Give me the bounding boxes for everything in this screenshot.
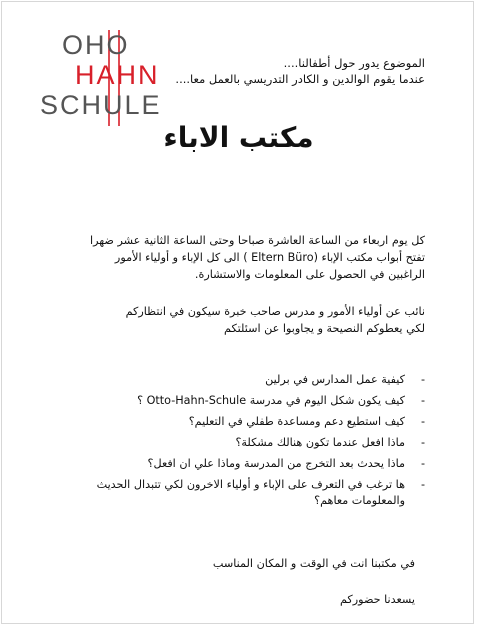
dash-bullet-icon: -: [420, 436, 425, 449]
intro-text: [135, 55, 425, 87]
list-item-text: كيف استطيع دعم ومساعدة طفلي في التعليم؟: [188, 415, 405, 428]
logo-line-2: HAHN: [75, 60, 160, 90]
advisors-paragraph: [45, 303, 425, 337]
dash-bullet-icon: -: [420, 373, 425, 386]
paragraph2-line-1: نائب عن أولياء الأمور و مدرس صاحب خبرة سيكون في انتظاركم: [125, 305, 425, 318]
list-item-text: ماذا يحدث بعد التخرج من المدرسة وماذا علي ان افعل؟: [147, 457, 405, 470]
intro-line-1: الموضوع يدور حول أطفالنا....: [283, 56, 425, 70]
list-item-text: كيفية عمل المدارس في برلين: [265, 373, 405, 386]
closing-line-2: يسعدنا حضوركم: [339, 593, 415, 606]
logo-line-3: SCHULE: [40, 90, 162, 120]
list-item: [65, 435, 425, 451]
closing-line-1: في مكتبنا انت في الوقت و المكان المناسب: [212, 557, 415, 570]
list-item-text: كيف يكون شكل اليوم في مدرسة Otto-Hahn-Schule ؟: [137, 394, 405, 407]
page-title: مكتب الاباء: [163, 121, 314, 154]
list-item: [65, 477, 425, 509]
list-item: [65, 393, 425, 409]
topics-list: [65, 372, 425, 514]
paragraph1-line-2: تفتح أبواب مكتب الإباء (Eltern Büro ) الى كل الإباء و أولياء الأمور: [114, 251, 425, 264]
dash-bullet-icon: -: [420, 415, 425, 428]
paragraph1-line-1: كل يوم اربعاء من الساعة العاشرة صباحا وحتى الساعة الثانية عشر ضهرا: [89, 234, 425, 247]
intro-line-2: عندما يقوم الوالدين و الكادر التدريسي بالعمل معا....: [175, 72, 425, 86]
logo-line-1: OHO: [62, 30, 130, 60]
paragraph1-line-3: الراغبين في الحصول على المعلومات والاستشارة.: [194, 268, 425, 281]
dash-bullet-icon: -: [420, 457, 425, 470]
dash-bullet-icon: -: [420, 394, 425, 407]
list-item: [65, 414, 425, 430]
dash-bullet-icon: -: [420, 478, 425, 491]
list-item-text: ماذا افعل عندما تكون هنالك مشكلة؟: [235, 436, 405, 449]
opening-hours-paragraph: [45, 232, 425, 283]
list-item-text: ها ترغب في التعرف على الإباء و أولياء الاخرون لكي تتبدال الحديث والمعلومات معاهم؟: [96, 478, 405, 507]
list-item: [65, 372, 425, 388]
list-item: [65, 456, 425, 472]
paragraph2-line-2: لكي يعطوكم النصيحة و يجاوبوا عن اسئلتكم: [224, 322, 425, 335]
